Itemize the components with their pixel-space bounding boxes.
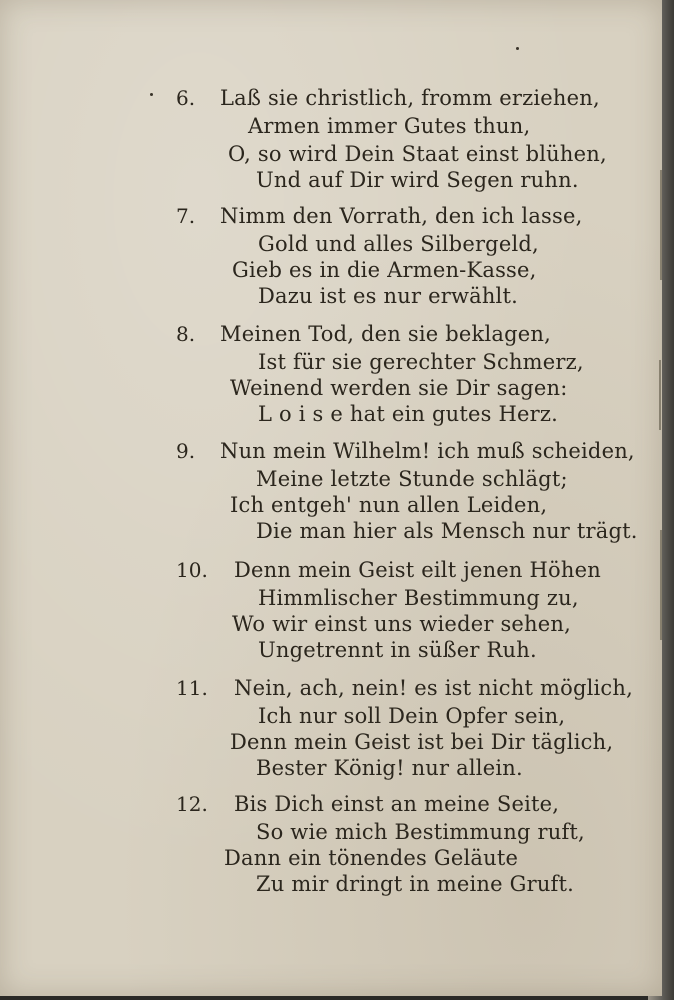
stanza-number: 9.	[176, 439, 196, 463]
verse-line: Ich entgeh' nun allen Leiden,	[230, 493, 548, 517]
verse-line: Nimm den Vorrath, den ich lasse,	[220, 204, 583, 228]
verse-line: Und auf Dir wird Segen ruhn.	[256, 168, 579, 192]
verse-line: Ungetrennt in süßer Ruh.	[258, 638, 537, 662]
verse-line: So wie mich Bestimmung ruft,	[256, 820, 585, 844]
ink-speck	[516, 47, 519, 50]
verse-line: Weinend werden sie Dir sagen:	[230, 376, 568, 400]
verse-line: Denn mein Geist eilt jenen Höhen	[234, 558, 601, 582]
stanza-number: 7.	[176, 204, 196, 228]
verse-line: Zu mir dringt in meine Gruft.	[256, 872, 575, 896]
stanza-number: 10.	[176, 558, 208, 582]
verse-line: Gieb es in die Armen-Kasse,	[232, 258, 537, 282]
verse-line: Bis Dich einst an meine Seite,	[234, 792, 560, 816]
verse-line: Bester König! nur allein.	[256, 756, 523, 780]
verse-line: Meine letzte Stunde schlägt;	[256, 467, 568, 491]
stanza-number: 12.	[176, 792, 208, 816]
verse-line: Wo wir einst uns wieder sehen,	[232, 612, 572, 636]
paper-crease	[659, 360, 661, 430]
verse-line: Ich nur soll Dein Opfer sein,	[258, 704, 566, 728]
verse-line: L o i s e hat ein gutes Herz.	[258, 402, 558, 426]
verse-line: Die man hier als Mensch nur trägt.	[256, 519, 638, 543]
verse-line: Armen immer Gutes thun,	[248, 114, 531, 138]
verse-line: Himmlischer Bestimmung zu,	[258, 586, 579, 610]
verse-line: Nein, ach, nein! es ist nicht möglich,	[234, 676, 633, 700]
verse-line: Dann ein tönendes Geläute	[224, 846, 519, 870]
verse-line: Denn mein Geist ist bei Dir täglich,	[230, 730, 614, 754]
verse-line: Ist für sie gerechter Schmerz,	[258, 350, 584, 374]
verse-line: O, so wird Dein Staat einst blühen,	[228, 142, 607, 166]
stanza-number: 8.	[176, 322, 196, 346]
ink-speck	[150, 93, 153, 96]
verse-line: Nun mein Wilhelm! ich muß scheiden,	[220, 439, 635, 463]
verse-line: Laß sie christlich, fromm erziehen,	[220, 86, 600, 110]
verse-line: Meinen Tod, den sie beklagen,	[220, 322, 551, 346]
stanza-number: 6.	[176, 86, 196, 110]
verse-line: Gold und alles Silbergeld,	[258, 232, 539, 256]
stanza-number: 11.	[176, 676, 208, 700]
paper-crease	[660, 170, 662, 280]
paper-crease	[660, 530, 662, 640]
verse-line: Dazu ist es nur erwählt.	[258, 284, 518, 308]
